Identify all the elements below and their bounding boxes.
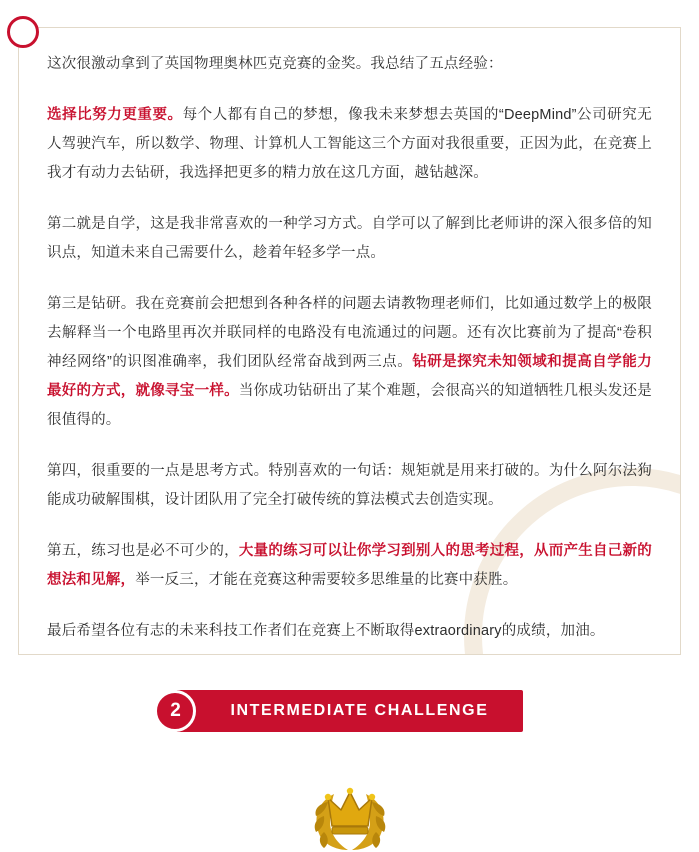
circle-outline-icon [7, 16, 39, 48]
paragraph-point-4 [47, 457, 652, 515]
paragraph-closing [47, 617, 652, 646]
article-card [18, 27, 681, 655]
text-run: 举一反三，才能在竞赛这种需要较多思维量的比赛中获胜。 [135, 572, 518, 588]
text-run: 第二就是自学，这是我非常喜欢的一种学习方式。自学可以了解到比老师讲的深入很多倍的知识点，知道未来自己需要什么，趁着年轻多学一点。 [47, 216, 652, 261]
highlight-run: 选择比努力更重要。 [47, 107, 183, 123]
paragraph-intro [47, 50, 652, 79]
text-run: 当你成功钻研出了某个难题，会很高兴的知道牺牲几根头发还是很值得的。 [47, 383, 652, 428]
laurel-crown-icon [0, 782, 699, 852]
text-run: 第五，练习也是必不可少的， [47, 543, 239, 559]
text-run: 最后希望各位有志的未来科技工作者们在竞赛上不断取得extraordinary的成绩，加油。 [47, 623, 605, 639]
text-run: 第四，很重要的一点是思考方式。特别喜欢的一句话：规矩就是用来打破的。为什么阿尔法狗能成功破解围棋，设计团队用了完全打破传统的算法模式去创造实现。 [47, 463, 652, 508]
banner-number-badge: 2 [154, 690, 196, 732]
text-run: 每个人都有自己的梦想，像我未来梦想去英国的“DeepMind”公司研究无人驾驶汽车，所以数学、物理、计算机人工智能这三个方面对我很重要，正因为此，在竞赛上我才有动力去钻研，我选择把更多的精力放在这几方面，越钻越深。 [47, 107, 652, 181]
paragraph-point-5 [47, 537, 652, 595]
paragraph-point-1 [47, 101, 652, 188]
highlight-run: 大量的练习可以让你学习到别人的思考过程，从而产生自己新的想法和见解， [47, 543, 652, 588]
highlight-run: 钻研是探究未知领域和提高自学能力最好的方式，就像寻宝一样。 [47, 354, 652, 399]
banner-label: INTERMEDIATE CHALLENGE [230, 702, 489, 719]
text-run: 这次很激动拿到了英国物理奥林匹克竞赛的金奖。我总结了五点经验： [47, 56, 503, 72]
paragraph-point-3 [47, 290, 652, 435]
text-run: 第三是钻研。我在竞赛前会把想到各种各样的问题去请教物理老师们，比如通过数学上的极限去解释当一个电路里再次并联同样的电路没有电流通过的问题。还有次比赛前为了提高“卷积神经网络”的识图准确率，我们团队经常奋战到两三点。 [47, 296, 652, 370]
article-body [19, 28, 680, 655]
paragraph-point-2 [47, 210, 652, 268]
banner-bar [170, 690, 522, 732]
section-banner [0, 690, 699, 732]
